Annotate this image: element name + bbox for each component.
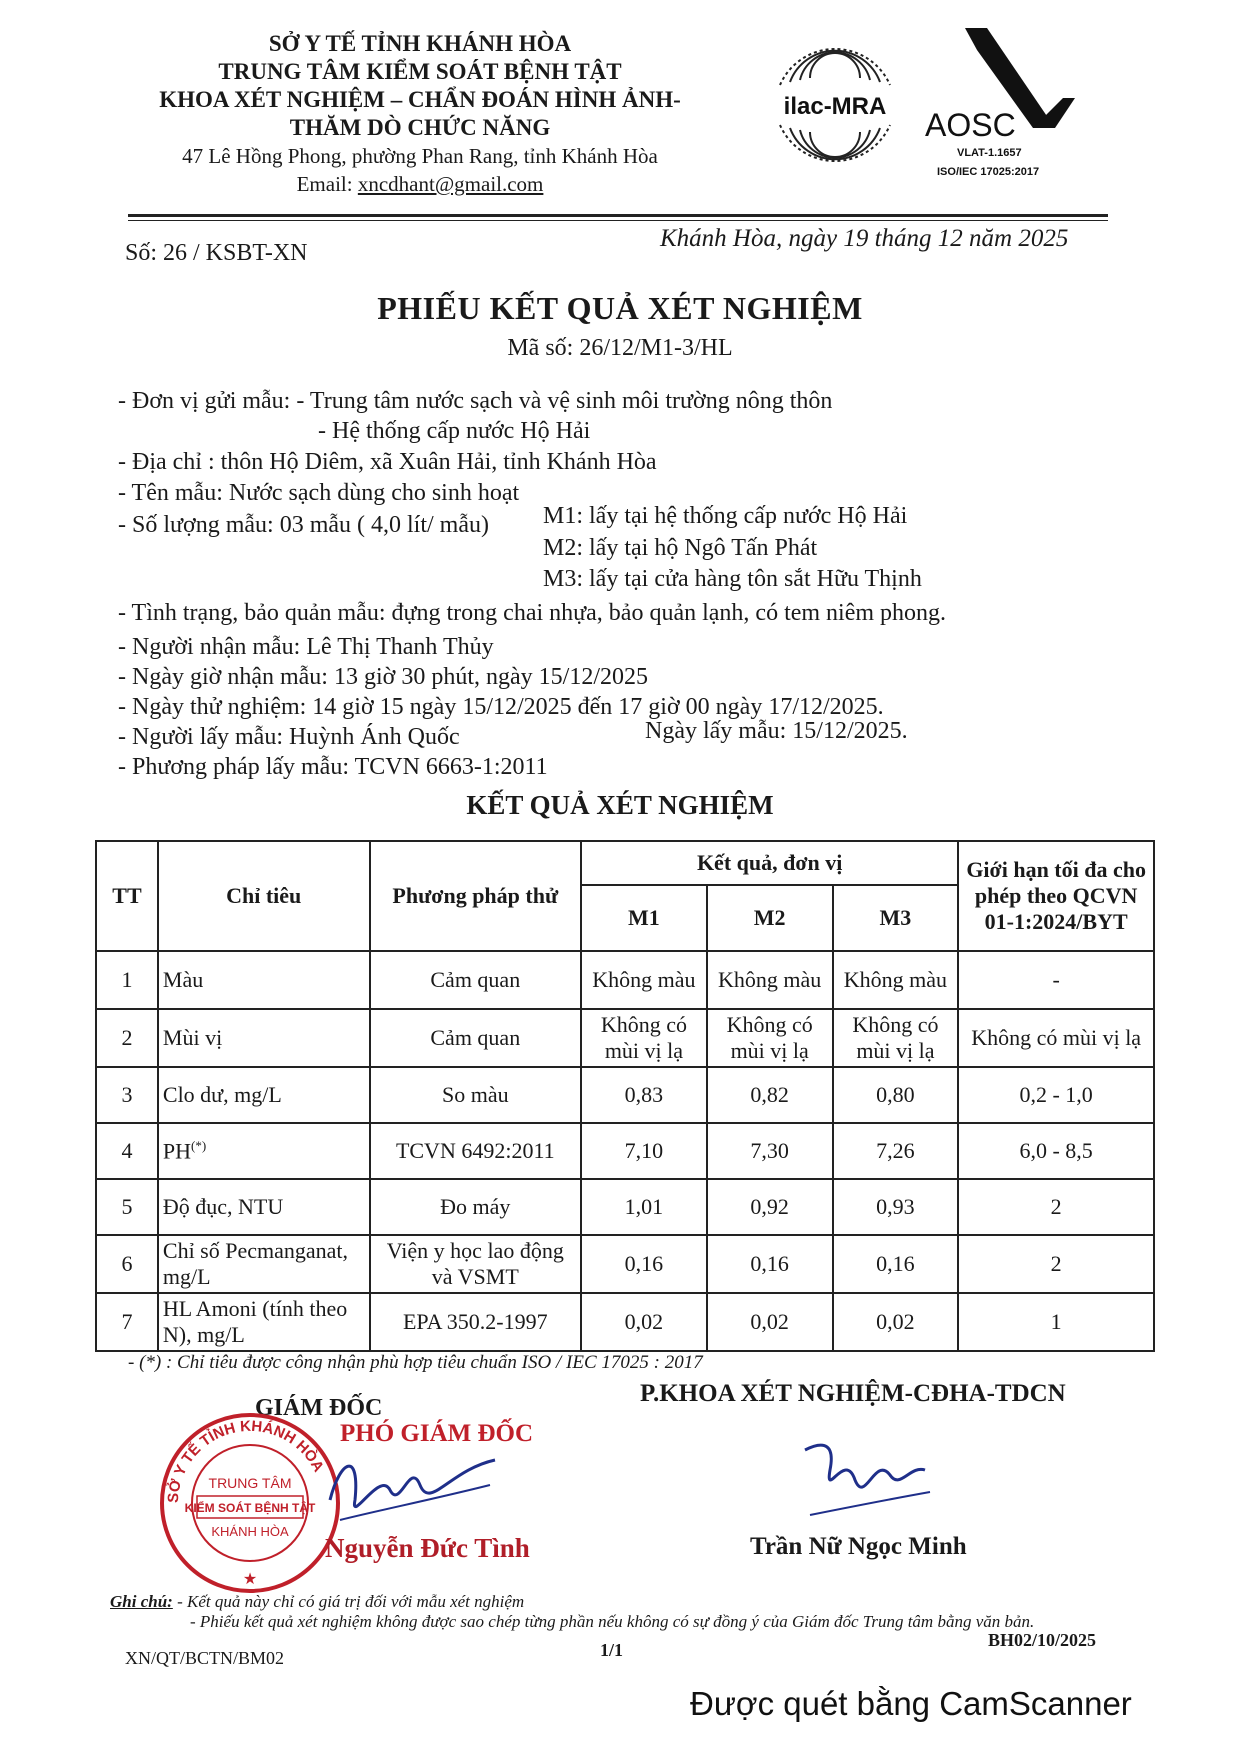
header-address: 47 Lê Hồng Phong, phường Phan Rang, tỉnh Khánh Hòa (182, 144, 658, 168)
header-email (140, 170, 700, 198)
table-row (96, 1009, 1154, 1067)
camscanner-watermark: Được quét bằng CamScanner (690, 1685, 1132, 1722)
cell-chi-tieu: Màu (158, 951, 370, 1009)
notes-text-2: - Phiếu kết quả xét nghiệm không được sao chép từng phần nếu không có sự đồng ý của Giám đốc Trung tâm bằng văn bản. (190, 1612, 1035, 1631)
cell-m1: 1,01 (581, 1179, 707, 1235)
cell-m1: 0,83 (581, 1067, 707, 1123)
col-header-phuong-phap: Phương pháp thử (370, 841, 582, 951)
col-header-chi-tieu: Chỉ tiêu (158, 841, 370, 951)
header-rule-thin (128, 220, 1108, 221)
notes-label: Ghi chú: (110, 1592, 173, 1611)
cell-m2: 0,16 (707, 1235, 833, 1293)
official-stamp-icon (155, 1408, 345, 1598)
header-block (140, 30, 700, 198)
cell-chi-tieu: Chỉ số Pecmanganat, mg/L (158, 1235, 370, 1293)
info-test-date: - Ngày thử nghiệm: 14 giờ 15 ngày 15/12/2025 đến 17 giờ 00 ngày 17/12/2025. (118, 694, 884, 720)
cell-m3: 0,02 (833, 1293, 959, 1351)
document-date: Khánh Hòa, ngày 19 tháng 12 năm 2025 (660, 225, 1069, 252)
cell-tt: 2 (96, 1009, 158, 1067)
aosc-text: AOSC (925, 107, 1016, 143)
table-row (96, 1067, 1154, 1123)
info-sender-2: - Hệ thống cấp nước Hộ Hải (318, 418, 591, 444)
cell-chi-tieu: Mùi vị (158, 1009, 370, 1067)
cell-m3: 0,16 (833, 1235, 959, 1293)
info-sender: - Đơn vị gửi mẫu: - Trung tâm nước sạch và vệ sinh môi trường nông thôn (118, 388, 833, 414)
col-header-ket-qua: Kết quả, đơn vị (581, 841, 958, 885)
table-header-row (96, 841, 1154, 885)
cell-phuong-phap: So màu (370, 1067, 582, 1123)
info-sample-m2: M2: lấy tại hộ Ngô Tấn Phát (543, 535, 818, 561)
deputy-director-title: PHÓ GIÁM ĐỐC (340, 1420, 534, 1447)
results-section-title: KẾT QUẢ XÉT NGHIỆM (466, 790, 774, 820)
header-line-3: KHOA XÉT NGHIỆM – CHẨN ĐOÁN HÌNH ẢNH- (159, 87, 681, 112)
table-row (96, 1179, 1154, 1235)
department-head-name: Trần Nữ Ngọc Minh (750, 1533, 967, 1560)
cell-m2: 0,82 (707, 1067, 833, 1123)
cell-m1: Không có mùi vị lạ (581, 1009, 707, 1067)
results-table (95, 840, 1155, 1352)
vlat-text: VLAT-1.1657 (957, 147, 1022, 159)
cell-m2: 7,30 (707, 1123, 833, 1179)
notes (110, 1592, 1034, 1632)
cell-gioi-han: 6,0 - 8,5 (958, 1123, 1154, 1179)
cell-chi-tieu: HL Amoni (tính theo N), mg/L (158, 1293, 370, 1351)
cell-m3: 7,26 (833, 1123, 959, 1179)
info-sample-count: - Số lượng mẫu: 03 mẫu ( 4,0 lít/ mẫu) (118, 512, 489, 538)
info-sample-name: - Tên mẫu: Nước sạch dùng cho sinh hoạt (118, 480, 520, 506)
cell-m2: 0,92 (707, 1179, 833, 1235)
director-signature-icon (320, 1430, 500, 1540)
document-number: Số: 26 / KSBT-XN (125, 240, 308, 266)
table-row (96, 951, 1154, 1009)
cell-phuong-phap: EPA 350.2-1997 (370, 1293, 582, 1351)
cell-phuong-phap: Cảm quan (370, 1009, 582, 1067)
cell-chi-tieu: Độ đục, NTU (158, 1179, 370, 1235)
cell-m2: Không có mùi vị lạ (707, 1009, 833, 1067)
cell-gioi-han: Không có mùi vị lạ (958, 1009, 1154, 1067)
col-header-m2: M2 (707, 885, 833, 951)
cell-m2: Không màu (707, 951, 833, 1009)
table-row (96, 1123, 1154, 1179)
info-sampler: - Người lấy mẫu: Huỳnh Ánh Quốc (118, 724, 460, 750)
cell-m3: Không có mùi vị lạ (833, 1009, 959, 1067)
info-storage: - Tình trạng, bảo quản mẫu: đựng trong chai nhựa, bảo quản lạnh, có tem niêm phong. (118, 600, 947, 626)
page-number: 1/1 (600, 1640, 624, 1660)
col-header-m3: M3 (833, 885, 959, 951)
cell-gioi-han: 0,2 - 1,0 (958, 1067, 1154, 1123)
cell-tt: 1 (96, 951, 158, 1009)
ilac-mra-logo-icon (760, 30, 910, 180)
cell-m1: 0,16 (581, 1235, 707, 1293)
cell-m1: Không màu (581, 951, 707, 1009)
col-header-m1: M1 (581, 885, 707, 951)
accredited-marker: (*) (191, 1137, 207, 1153)
table-row (96, 1235, 1154, 1293)
cell-phuong-phap: Đo máy (370, 1179, 582, 1235)
revision-code: BH02/10/2025 (988, 1630, 1097, 1650)
header-line-4: THĂM DÒ CHỨC NĂNG (289, 115, 551, 140)
header-line-2: TRUNG TÂM KIỂM SOÁT BỆNH TẬT (218, 59, 622, 84)
email-label: Email: (296, 172, 358, 196)
cell-chi-tieu-text: PH (162, 1138, 192, 1164)
department-signature-icon (795, 1430, 935, 1525)
info-receiver: - Người nhận mẫu: Lê Thị Thanh Thủy (118, 634, 494, 660)
document-code: Mã số: 26/12/M1-3/HL (507, 335, 733, 361)
info-received-time: - Ngày giờ nhận mẫu: 13 giờ 30 phút, ngày 15/12/2025 (118, 664, 648, 690)
form-code: XN/QT/BCTN/BM02 (125, 1648, 285, 1668)
col-header-gioi-han: Giới hạn tối đa cho phép theo QCVN 01-1:2024/BYT (958, 841, 1154, 951)
info-address: - Địa chỉ : thôn Hộ Diêm, xã Xuân Hải, tỉnh Khánh Hòa (118, 449, 657, 475)
cell-m2: 0,02 (707, 1293, 833, 1351)
cell-chi-tieu: Clo dư, mg/L (158, 1067, 370, 1123)
stamp-star-icon: ★ (242, 1571, 258, 1588)
cell-gioi-han: 2 (958, 1179, 1154, 1235)
cell-tt: 4 (96, 1123, 158, 1179)
ilac-text: ilac-MRA (783, 93, 887, 120)
cell-tt: 6 (96, 1235, 158, 1293)
notes-text-1: - Kết quả này chỉ có giá trị đối với mẫu xét nghiệm (172, 1592, 525, 1611)
info-sample-m3: M3: lấy tại cửa hàng tôn sắt Hữu Thịnh (543, 566, 922, 592)
stamp-center-1: TRUNG TÂM (208, 1475, 292, 1491)
cell-gioi-han: 1 (958, 1293, 1154, 1351)
director-name: Nguyễn Đức Tình (325, 1533, 530, 1563)
cell-chi-tieu (158, 1123, 370, 1179)
cell-m3: 0,93 (833, 1179, 959, 1235)
cell-m3: Không màu (833, 951, 959, 1009)
document-title: PHIẾU KẾT QUẢ XÉT NGHIỆM (377, 290, 863, 326)
email-link[interactable]: xncdhant@gmail.com (357, 172, 544, 196)
accreditation-footnote: - (*) : Chỉ tiêu được công nhận phù hợp tiêu chuẩn ISO / IEC 17025 : 2017 (128, 1352, 703, 1373)
cell-gioi-han: - (958, 951, 1154, 1009)
cell-gioi-han: 2 (958, 1235, 1154, 1293)
iso-text: ISO/IEC 17025:2017 (937, 166, 1040, 178)
director-title: GIÁM ĐỐC (255, 1395, 383, 1421)
stamp-ring-text: SỞ Y TẾ TỈNH KHÁNH HÒA (164, 1417, 328, 1504)
table-row (96, 1293, 1154, 1351)
notes-line-1 (110, 1592, 1034, 1612)
col-header-tt: TT (96, 841, 158, 951)
info-sampling-method: - Phương pháp lấy mẫu: TCVN 6663-1:2011 (118, 754, 548, 780)
cell-m1: 7,10 (581, 1123, 707, 1179)
stamp-center-2: KIỂM SOÁT BỆNH TẬT (184, 1501, 316, 1515)
cell-phuong-phap: Cảm quan (370, 951, 582, 1009)
info-sample-m1: M1: lấy tại hệ thống cấp nước Hộ Hải (543, 503, 908, 529)
info-sampling-date: Ngày lấy mẫu: 15/12/2025. (645, 718, 908, 744)
cell-phuong-phap: TCVN 6492:2011 (370, 1123, 582, 1179)
header-line-1: SỞ Y TẾ TỈNH KHÁNH HÒA (268, 31, 572, 56)
cell-tt: 5 (96, 1179, 158, 1235)
header-rule-thick (128, 214, 1108, 217)
cell-m3: 0,80 (833, 1067, 959, 1123)
cell-tt: 3 (96, 1067, 158, 1123)
stamp-center-3: KHÁNH HÒA (211, 1524, 289, 1539)
department-title: P.KHOA XÉT NGHIỆM-CĐHA-TDCN (640, 1380, 1066, 1407)
cell-tt: 7 (96, 1293, 158, 1351)
cell-phuong-phap: Viện y học lao động và VSMT (370, 1235, 582, 1293)
aosc-logo-icon (925, 28, 1075, 180)
cell-m1: 0,02 (581, 1293, 707, 1351)
